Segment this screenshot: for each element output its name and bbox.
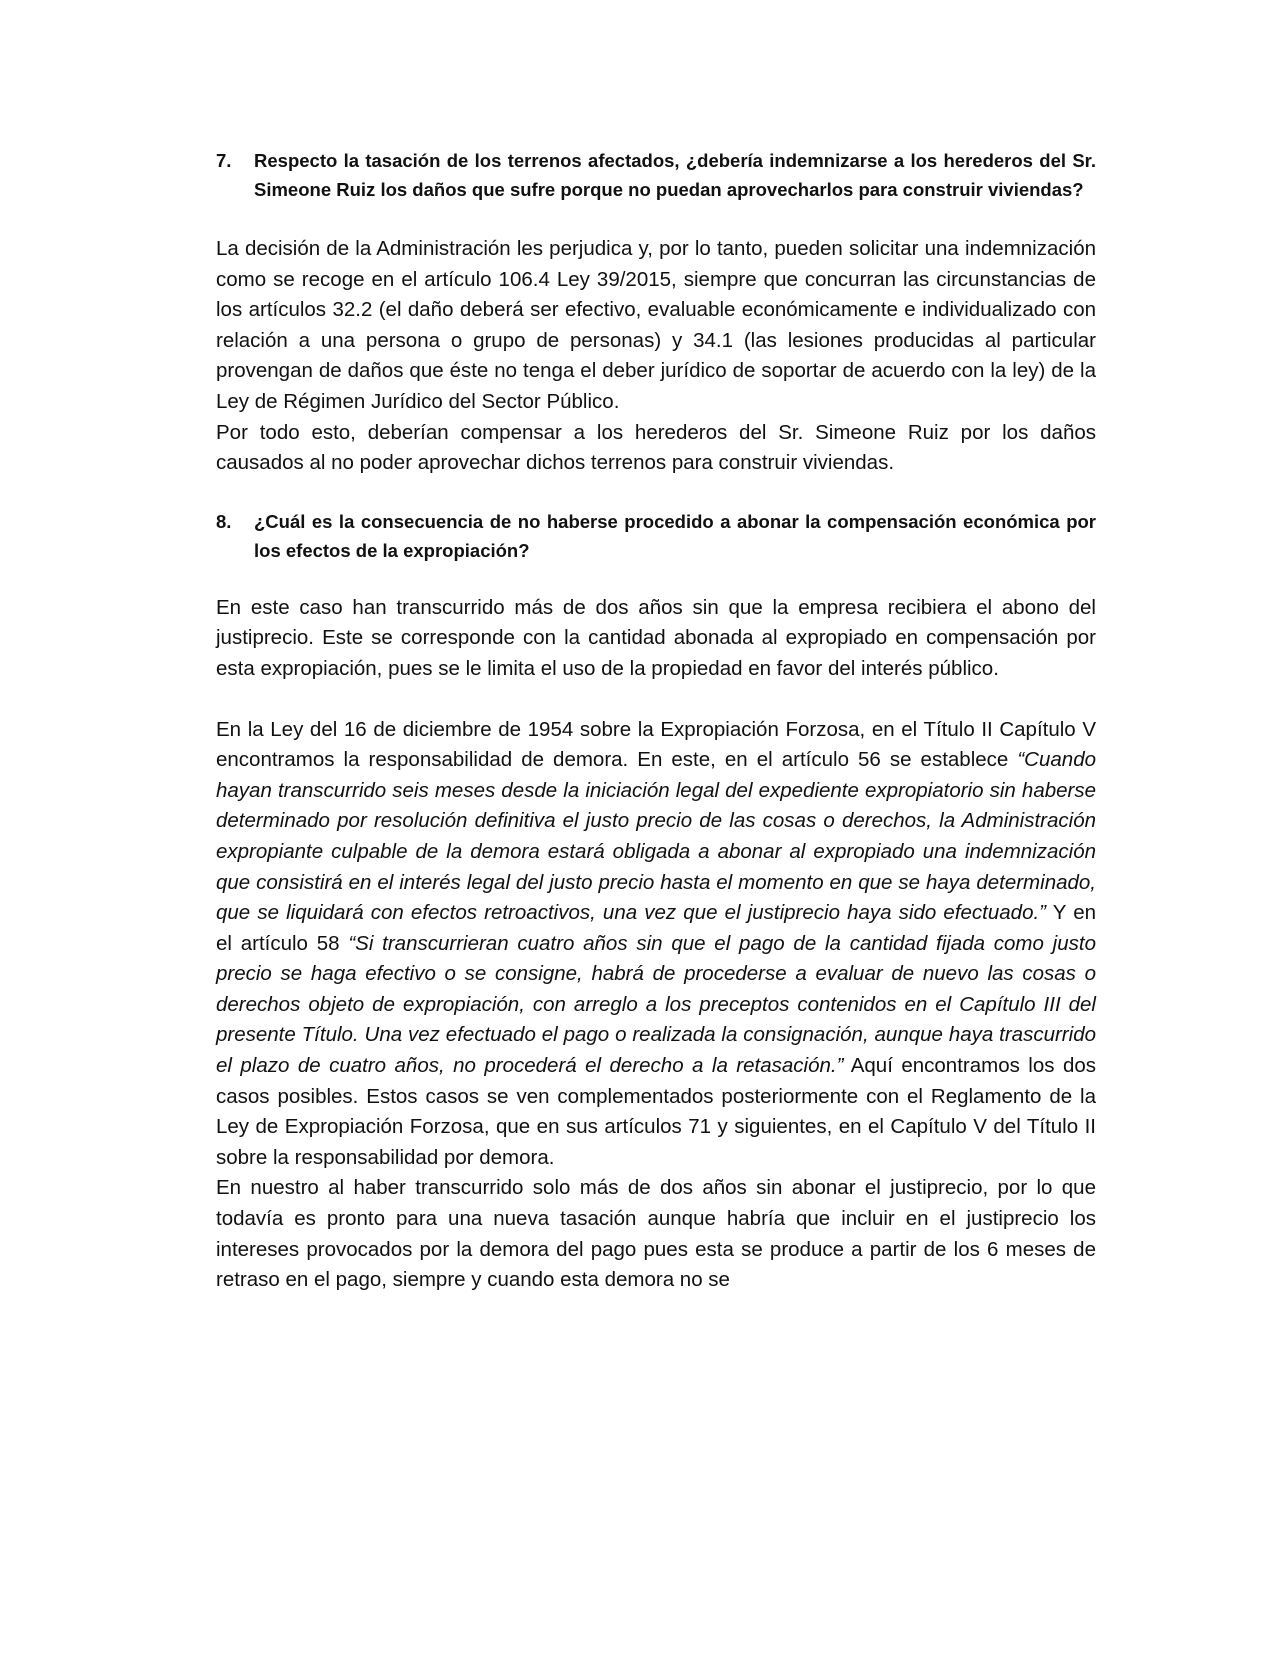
question-7 <box>216 146 1096 204</box>
answer-8-paragraph-3: En nuestro al haber transcurrido solo más de dos años sin abonar el justiprecio, por lo que todavía es pronto para una nueva tasación aunque habría que incluir en el justiprecio los intereses provocados por la demora del pago pues esta se produce a partir de los 6 meses de retraso en el pago, siempre y cuando esta demora no se <box>216 1176 1096 1292</box>
answer-8-paragraph-2-outro: Aquí encontramos los dos casos posibles. Estos casos se ven complementados posteriormente con el Reglamento de la Ley de Expropiación Forzosa, que en sus artículos 71 y siguientes, en el Capítulo V del Título II sobre la responsabilidad por demora. <box>216 1054 1096 1169</box>
document-page <box>216 146 1096 1296</box>
question-8-text: ¿Cuál es la consecuencia de no haberse procedido a abonar la compensación económica por los efectos de la expropiación? <box>254 510 1096 561</box>
question-8-number: 8. <box>216 510 232 532</box>
answer-8-paragraph-2 <box>216 715 1096 1174</box>
answer-8-paragraph-2-middle: Y en el artículo 58 <box>216 901 1096 955</box>
answer-7-paragraph-2: Por todo esto, deberían compensar a los herederos del Sr. Simeone Ruiz por los daños causados al no poder aprovechar dichos terrenos para construir viviendas. <box>216 420 1096 475</box>
answer-8-paragraph-1: En este caso han transcurrido más de dos años sin que la empresa recibiera el abono del justiprecio. Este se corresponde con la cantidad abonada al expropiado en compensación por esta expropiación, pues se le limita el uso de la propiedad en favor del interés público. <box>216 595 1096 680</box>
answer-8-paragraph-2-intro: En la Ley del 16 de diciembre de 1954 sobre la Expropiación Forzosa, en el Título II Capítulo V encontramos la responsabilidad de demora. En este, en el artículo 56 se establece <box>216 717 1096 772</box>
question-8 <box>216 507 1096 565</box>
article-56-quote: “Cuando hayan transcurrido seis meses desde la iniciación legal del expediente expropiatorio sin haberse determinado por resolución definitiva el justo precio de las cosas o derechos, la Administración expropiante culpable de la demora estará obligada a abonar al expropiado una indemnización que consistirá en el interés legal del justo precio hasta el momento en que se haya determinado, que se liquidará con efectos retroactivos, una vez que el justiprecio haya sido efectuado.” <box>216 748 1096 925</box>
article-58-quote: “Si transcurrieran cuatro años sin que el pago de la cantidad fijada como justo precio se haga efectivo o se consigne, habrá de procederse a evaluar de nuevo las cosas o derechos objeto de expropiación, con arreglo a los preceptos contenidos en el Capítulo III del presente Título. Una vez efectuado el pago o realizada la consignación, aunque haya trascurrido el plazo de cuatro años, no procederá el derecho a la retasación.” <box>216 931 1096 1078</box>
question-7-text: Respecto la tasación de los terrenos afectados, ¿debería indemnizarse a los herederos del Sr. Simeone Ruiz los daños que sufre porque no puedan aprovecharlos para construir viviendas? <box>254 150 1096 200</box>
question-7-number: 7. <box>216 150 232 171</box>
answer-7-paragraph-1: La decisión de la Administración les perjudica y, por lo tanto, pueden solicitar una indemnización como se recoge en el artículo 106.4 Ley 39/2015, siempre que concurran las circunstancias de los artículos 32.2 (el daño deberá ser efectivo, evaluable económicamente e individualizado con relación a una persona o grupo de personas) y 34.1 (las lesiones producidas al particular provengan de daños que éste no tenga el deber jurídico de soportar de acuerdo con la ley) de la Ley de Régimen Jurídico del Sector Público. <box>216 237 1096 413</box>
